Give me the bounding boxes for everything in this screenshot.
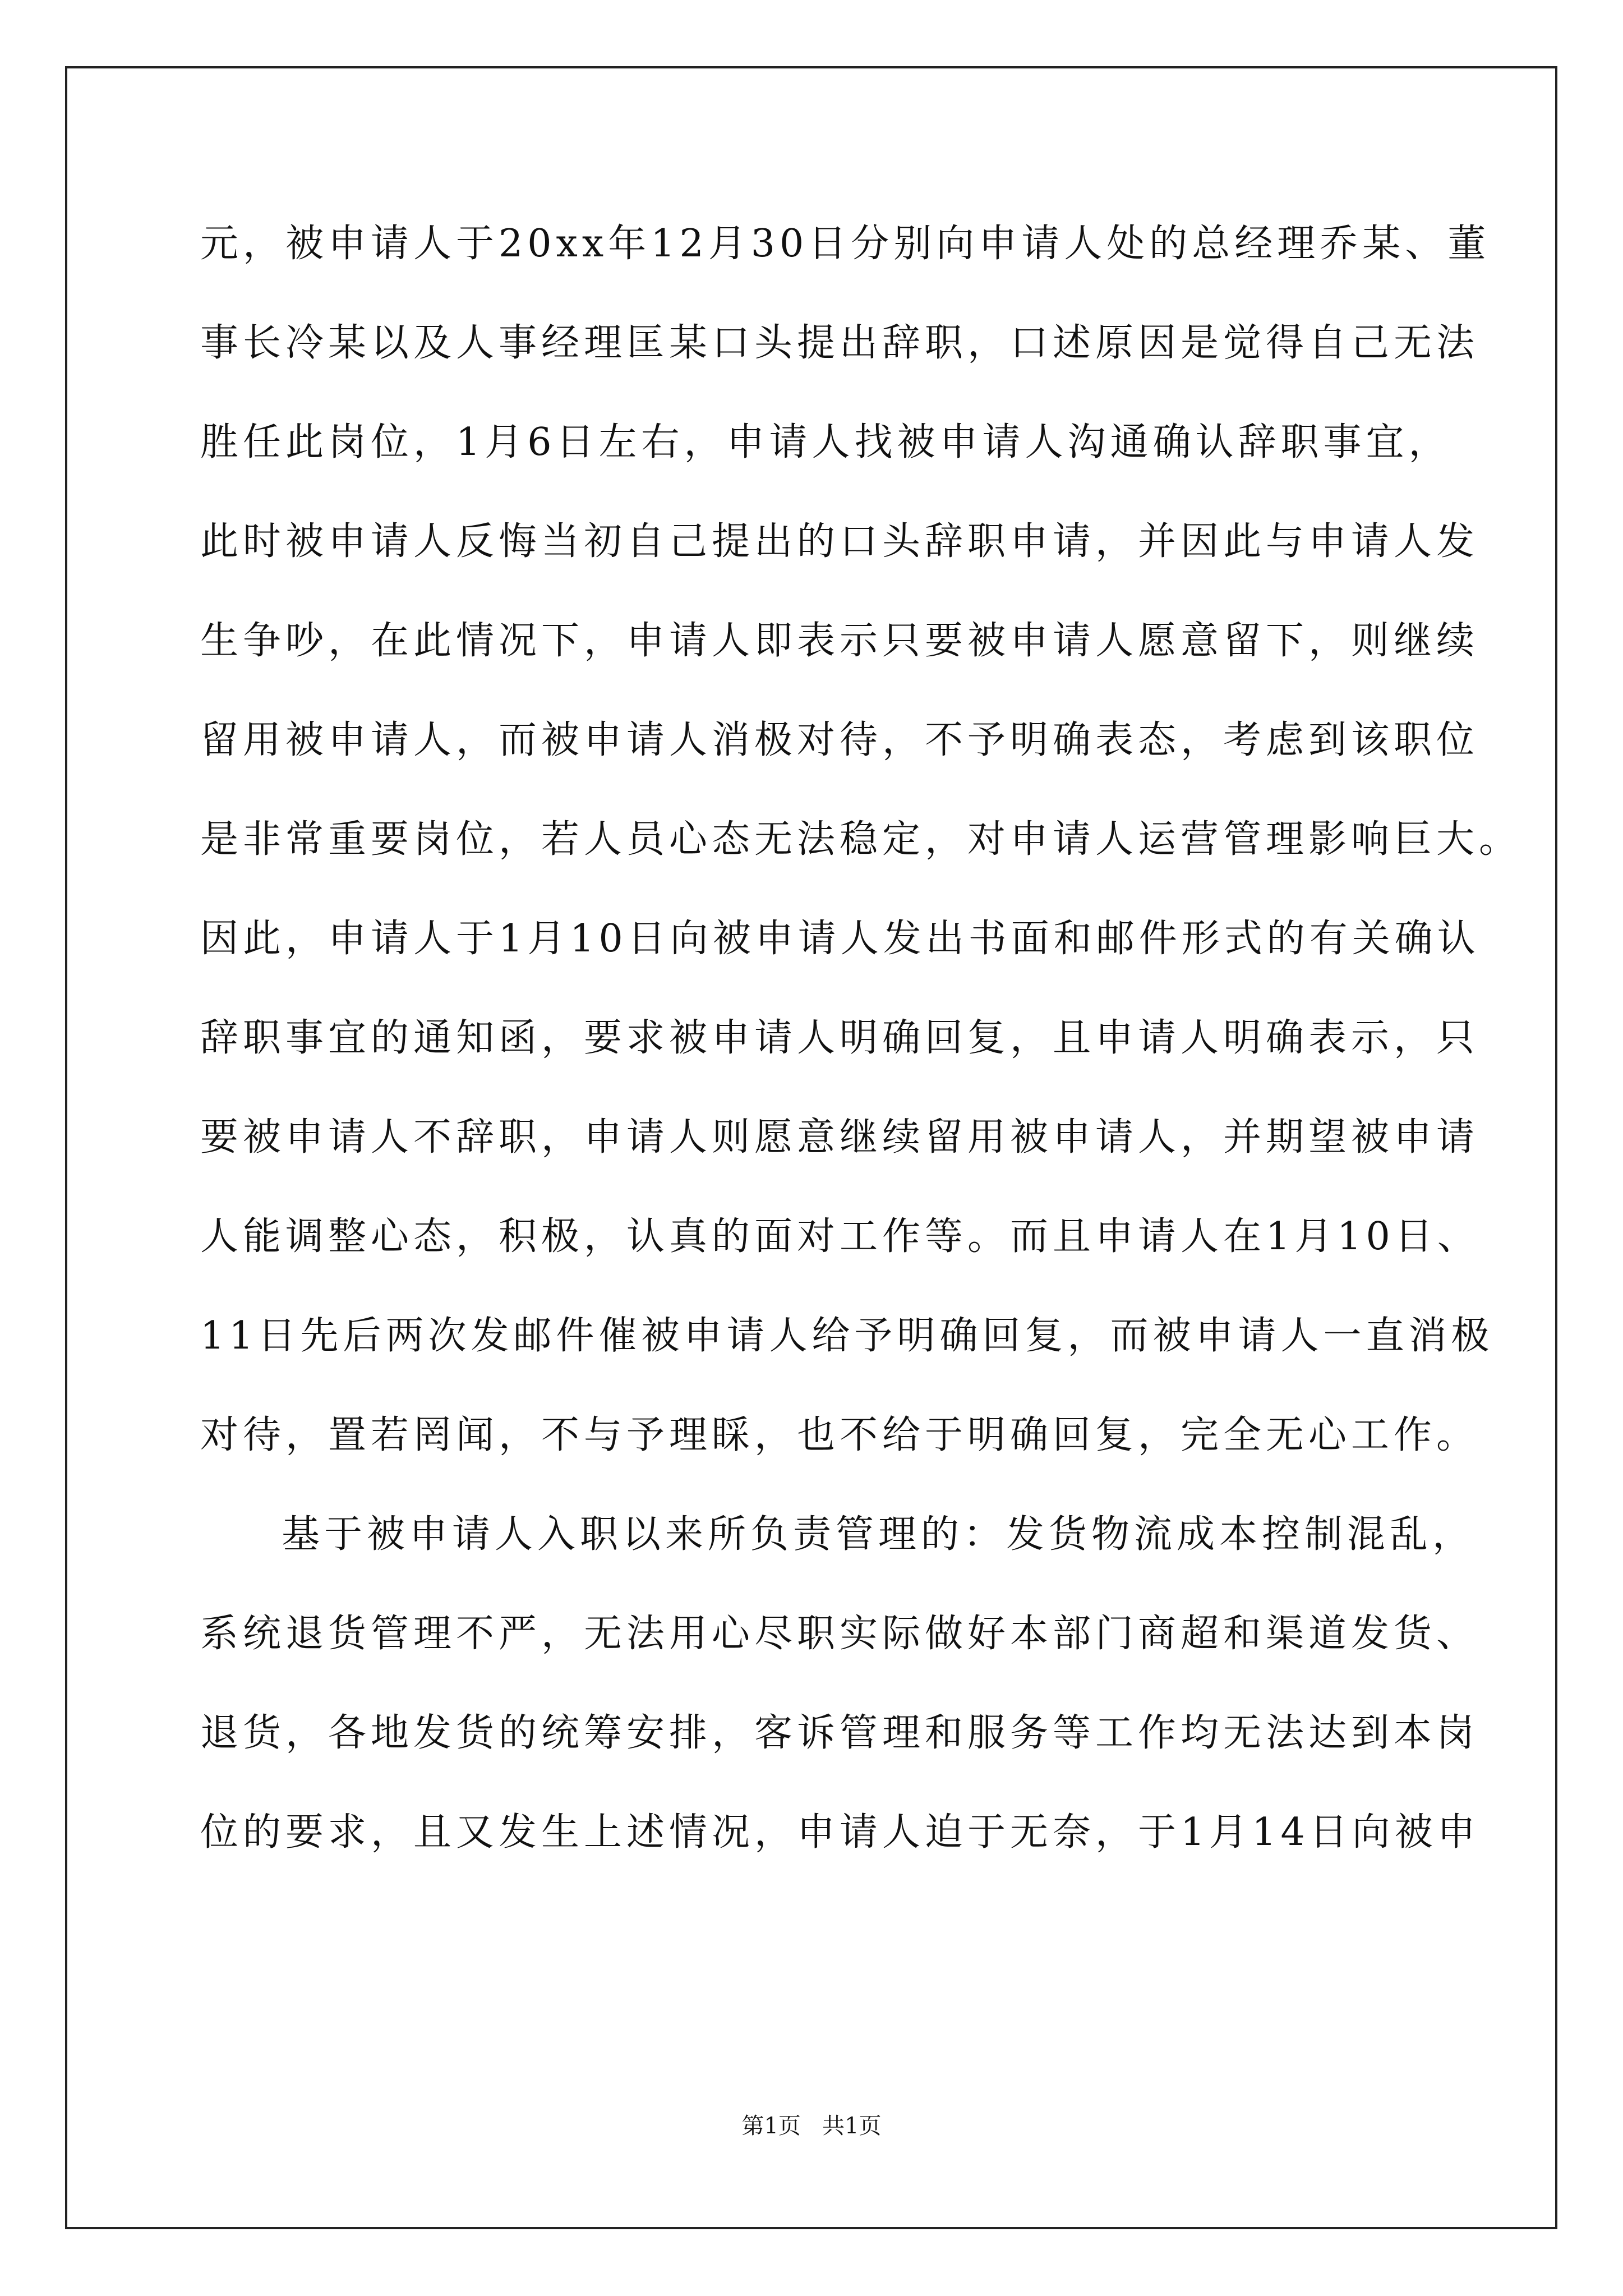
text-line: 是非常重要岗位，若人员心态无法稳定，对申请人运营管理影响巨大。 <box>200 817 1522 862</box>
text-line: 事长冷某以及人事经理匡某口头提出辞职，口述原因是觉得自己无法 <box>200 321 1479 365</box>
text-line: 人能调整心态，积极，认真的面对工作等。而且申请人在1月10日、 <box>200 1214 1480 1259</box>
page-footer: 第1页 共1页 <box>741 2113 882 2139</box>
text-line: 退货，各地发货的统筹安排，客诉管理和服务等工作均无法达到本岗 <box>200 1711 1479 1755</box>
text-line: 要被申请人不辞职，申请人则愿意继续留用被申请人，并期望被申请 <box>200 1115 1479 1159</box>
text-line: 对待，置若罔闻，不与予理睬，也不给于明确回复，完全无心工作。 <box>200 1413 1479 1457</box>
text-line: 此时被申请人反悔当初自己提出的口头辞职申请，并因此与申请人发 <box>200 519 1479 564</box>
text-line: 留用被申请人，而被申请人消极对待，不予明确表态，考虑到该职位 <box>200 718 1479 762</box>
document-body <box>200 216 1522 1904</box>
text-line: 辞职事宜的通知函，要求被申请人明确回复，且申请人明确表示，只 <box>200 1016 1479 1060</box>
text-line: 位的要求，且又发生上述情况，申请人迫于无奈，于1月14日向被申 <box>200 1810 1480 1855</box>
text-line: 系统退货管理不严，无法用心尽职实际做好本部门商超和渠道发货、 <box>200 1612 1479 1656</box>
text-line: 因此，申请人于1月10日向被申请人发出书面和邮件形式的有关确认 <box>200 917 1480 961</box>
text-line: 胜任此岗位，1月6日左右，申请人找被申请人沟通确认辞职事宜， <box>200 420 1451 464</box>
paragraph-start-line: 基于被申请人入职以来所负责管理的：发货物流成本控制混乱， <box>282 1512 1476 1557</box>
text-line: 元，被申请人于20xx年12月30日分别向申请人处的总经理乔某、董 <box>200 222 1491 266</box>
text-line: 生争吵，在此情况下，申请人即表示只要被申请人愿意留下，则继续 <box>200 619 1479 663</box>
text-line: 11日先后两次发邮件催被申请人给予明确回复，而被申请人一直消极 <box>200 1314 1494 1358</box>
